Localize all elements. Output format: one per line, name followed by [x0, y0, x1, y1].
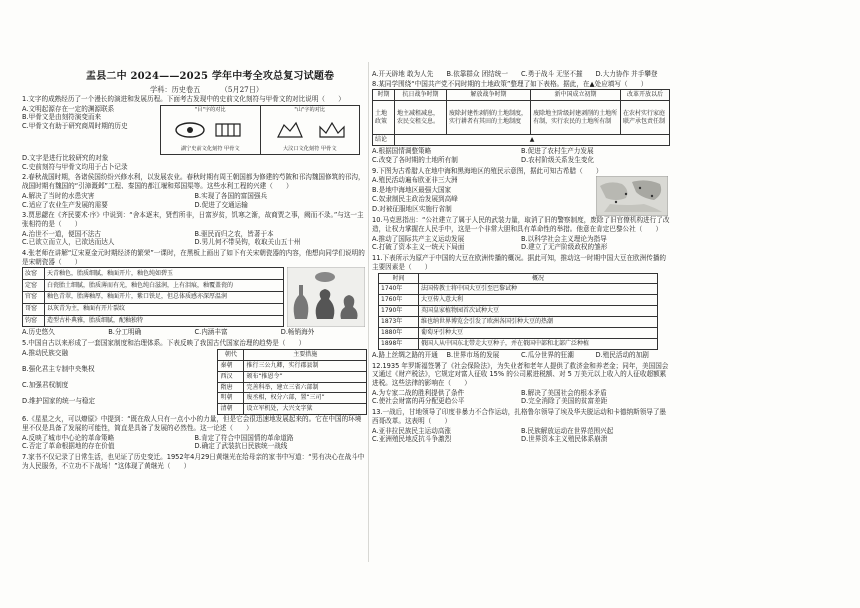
q1-option-c: C.甲骨文有助于研究商周时期的历史 — [22, 122, 128, 131]
q5-option-a: A.推动民族交融 — [22, 348, 69, 357]
measure-cell: 推行三公九卿，实行郡县制 — [244, 360, 367, 371]
table-row — [379, 295, 658, 306]
q13-option-d: D.世界资本主义殖民体系崩溃 — [521, 435, 608, 444]
question-4-stem: 4.张老师在讲解“辽宋夏金元时期经济的繁荣”一课时，在黑板上画出了如下有关宋朝瓷器的内容，他想向同学们说明的是宋朝瓷器（ ） — [22, 249, 365, 266]
q11-soybean-table — [378, 273, 658, 350]
kiln-desc: 造型古朴典雅，胎质细腻，配釉独特 — [45, 315, 284, 327]
q5-option-d: D.维护国家的统一与稳定 — [22, 397, 96, 406]
q8-option-c: C.改变了各时期的土地所有制 — [372, 155, 458, 164]
table-row — [23, 315, 284, 327]
table-header-row — [373, 90, 670, 101]
year-cell: 1880年 — [379, 328, 419, 339]
q11-option-a: A.路上丝绸之路的开通 — [372, 350, 438, 359]
q4-option-a: A.历史悠久 — [22, 328, 55, 337]
porcelain-vessels-image — [287, 267, 365, 327]
q2-option-b: B.实现了各国的富国强兵 — [194, 191, 268, 200]
q1-option-d: D.文字是进行比较研究的对象 — [22, 154, 109, 162]
q9-body — [372, 176, 670, 216]
table-row — [379, 317, 658, 328]
mountain-symbol-compare — [261, 106, 360, 154]
table-row — [379, 306, 658, 317]
q7-option-b: B.依靠群众 团结统一 — [446, 70, 508, 78]
eye-oracle-caption: 甲骨文 — [224, 146, 240, 153]
q1-option-a: A.文明起源存在一定的渊源联系 — [22, 104, 115, 113]
overview-cell: 维也纳世界博览会引发了欧洲各国引种大豆的热潮 — [419, 317, 658, 328]
q10-option-c: C.打破了资本主义一统天下局面 — [372, 243, 465, 252]
table-row — [218, 360, 367, 371]
q9-option-b: B.是地中海地区最强大国家 — [372, 185, 452, 194]
greek-colony-map-image — [596, 176, 668, 216]
policy-cell: 废除封建性剥削的土地制度，实行耕者有其田的土地制度 — [447, 101, 531, 135]
table-row — [373, 135, 670, 146]
q6-option-b: B.肯定了符合中国国情的革命道路 — [194, 433, 294, 442]
question-11-stem: 11.下表所示为原产于中国的大豆在欧洲传播的概况。据此可知，推动这一时期中国大豆在欧洲传播的主要因素是（ ） — [372, 254, 667, 271]
q1-option-b: B.甲骨文是由刻符演变而来 — [22, 113, 102, 122]
table-row — [379, 284, 658, 295]
page-fold-divider — [368, 62, 369, 562]
right-column — [372, 70, 670, 446]
mountain-prehistoric-caption: 大汶口文化刻符 — [282, 146, 320, 153]
measure-cell: 废丞相，权分六部，置“三司” — [244, 393, 367, 404]
q11-option-d: D.殖民活动的加剧 — [595, 350, 649, 359]
q9-option-a: A.殖民活动遍布欧亚非三大洲 — [372, 176, 458, 185]
table-row — [373, 101, 670, 135]
question-9-stem: 9.下图为古希腊人在地中海和黑海地区的殖民示意图，据此可知古希腊（ ） — [372, 166, 603, 175]
q13-option-c: C.亚洲殖民地反抗斗争激烈 — [372, 435, 452, 444]
q8-option-b: B.促进了农村生产力发展 — [521, 147, 594, 156]
overview-cell: 大豆传入意大利 — [419, 295, 658, 306]
table-header-row — [379, 273, 658, 284]
measure-cell: 设立军机处，大兴文字狱 — [244, 404, 367, 415]
col-header-dynasty: 朝代 — [218, 349, 244, 360]
q5-dynasty-table — [217, 349, 367, 415]
kiln-desc: 釉色青翠，胎薄釉厚，釉面开片，紫口铁足，但总体质感亦深厚温润 — [45, 292, 284, 304]
eye-symbol-icon — [170, 119, 250, 141]
q1-option-e: C.史前刻符与甲骨文均用于占卜记录 — [22, 162, 128, 171]
eye-compare-caption: "目"字的对比 — [194, 107, 226, 113]
row-label-land-policy: 土地政策 — [373, 101, 395, 135]
dynasty-cell: 隋唐 — [218, 382, 244, 393]
question-7-stem: 7.家书不仅记录了日常生活，也见证了历史变迁。1952年4月29日黄继光在给母亲的家书中写道：“男有决心在战斗中为人民服务，不立功不下战场！”这体现了黄继光（ ） — [22, 453, 365, 470]
q2-option-a: A.解决了当时的水患灾害 — [22, 191, 95, 200]
table-row — [23, 268, 284, 280]
question-5-stem: 5.中国自古以来形成了一套国家制度和治理体系。下表反映了我国古代国家治理的趋势是（ ） — [22, 339, 306, 348]
col-header-liberation: 解放战争时期 — [447, 90, 531, 101]
question-3-stem: 3.贾思勰在《齐民要术·序》中说到：“舍本逐末，贤哲所非，日富岁贫，饥寒之渐，故商贾之事，阙而不录。”与这一主张相符的是（ ） — [22, 211, 364, 228]
question-13-stem: 13.一战后，甘地领导了印度非暴力不合作运动，扎格鲁尔领导了埃及华夫脱运动和卡德纳斯领导了墨西哥改革。这表明（ ） — [372, 408, 667, 425]
left-column-continued — [22, 156, 367, 472]
q13-option-b: B.民族解放运动在世界范围兴起 — [521, 426, 614, 435]
q12-option-c: C.使社会财富的再分配更趋公平 — [372, 397, 465, 406]
question-8-stem: 8.某同学围绕“中国共产党不同时期的土地政策”整理了如下表格。据此，在▲处应填写（ ） — [372, 79, 648, 88]
q4-kiln-table — [22, 267, 284, 327]
q7-option-a: A.开天辟地 敢为人先 — [372, 70, 434, 78]
question-1-stem: 1.文字的成熟经历了一个漫长的演进和发展历程。下面考古发现中的史前文化刻符与甲骨文的对比说明（ ） — [22, 95, 345, 103]
mountain-oracle-caption: 甲骨文 — [320, 146, 337, 153]
kiln-desc: 天青釉色，胎质细腻，釉面开片，釉色纯如碧玉 — [45, 268, 284, 280]
mountain-compare-caption: "山"字的对比 — [294, 107, 326, 113]
year-cell: 1898年 — [379, 338, 419, 349]
kiln-name: 定窑 — [23, 280, 45, 292]
table-row — [23, 280, 284, 292]
mountain-compare-sub — [283, 146, 337, 153]
measure-cell: 颁布“推恩令” — [244, 371, 367, 382]
q5-body — [22, 349, 367, 415]
overview-cell: 葡萄牙引种大豆 — [419, 328, 658, 339]
col-header-anti-japanese: 抗日战争时期 — [395, 90, 447, 101]
table-row — [23, 303, 284, 315]
q11-option-b: B.世界市场的发展 — [446, 350, 500, 359]
q5-option-c: C.加强君权制度 — [22, 381, 69, 390]
q12-option-a: A.为专家二战的胜利提供了条件 — [372, 388, 465, 397]
q6-option-a: A.反映了城市中心论的革命策略 — [22, 433, 115, 442]
q7-option-c: C.勇于战斗 无坚不摧 — [521, 70, 583, 78]
table-row — [379, 328, 658, 339]
q12-option-b: B.解决了美国社会的根本矛盾 — [521, 388, 607, 397]
q12-option-d: D.完全消除了美国的贫富差距 — [521, 397, 608, 406]
dynasty-cell: 明朝 — [218, 393, 244, 404]
q4-figure — [22, 267, 367, 327]
q3-option-d: D.男儿何不带吴钩，收取关山五十州 — [194, 238, 301, 247]
policy-cell: 废除地主阶级封建剥削的土地所有制，实行农民的土地所有制 — [531, 101, 621, 135]
q8-option-a: A.根据国情调整策略 — [372, 147, 432, 156]
kiln-name: 汝窑 — [23, 268, 45, 280]
col-header-reform: 改革开放以后 — [621, 90, 670, 101]
col-header-overview: 概况 — [419, 273, 658, 284]
dynasty-cell: 秦朝 — [218, 360, 244, 371]
kiln-name: 钧窑 — [23, 315, 45, 327]
table-row — [218, 404, 367, 415]
kiln-name: 哥窑 — [23, 303, 45, 315]
q4-option-d: D.畅销海外 — [280, 328, 315, 337]
kiln-desc: 白瓷胎土细腻，胎质薄而有光，釉色纯白滋润，上有泪痕，釉覆盖瓷的 — [45, 280, 284, 292]
measure-cell: 完善科举，建立三省六部制 — [244, 382, 367, 393]
q13-option-a: A.亚非拉民族民主运动高涨 — [372, 426, 452, 435]
q6-option-d: D.确定了武装抗日民族统一战线 — [194, 442, 288, 451]
q2-option-d: D.促进了交通运输 — [194, 200, 248, 209]
q11-option-c: C.瓜分世界的狂潮 — [521, 350, 574, 359]
col-header-period: 时期 — [373, 90, 395, 101]
overview-cell: 法国传教士将中国大豆引至巴黎试种 — [419, 284, 658, 295]
q6-option-c: C.否定了革命根据地的存在价值 — [22, 442, 115, 451]
table-row — [218, 393, 367, 404]
conclusion-blank-triangle: ▲ — [395, 135, 670, 146]
table-row — [218, 371, 367, 382]
question-2-stem: 2.春秋战国时期，各诸侯国纷纷兴修水利，以发展农业。春秋时期有周王朝国都为修建的芍陂和邗沟魏国修筑的邗沟，战国时期有魏国的“引漳溉邺”工程、秦国的都江堰和郑国渠等。这些水利工程的兴建（ ） — [22, 173, 365, 191]
q8-land-policy-table — [372, 89, 670, 146]
q10-option-a: A.推动了国际共产主义运动发展 — [372, 234, 465, 243]
date-label: （5月27日） — [220, 85, 264, 94]
dynasty-cell: 西汉 — [218, 371, 244, 382]
q10-option-b: B.以科学社会主义理论为指导 — [521, 234, 607, 243]
subject-label: 学科：历史卷五 — [150, 85, 201, 94]
policy-cell: 在农村实行家庭联产承包责任制 — [621, 101, 670, 135]
question-10-stem: 10.马克思指出：“公社建立了属于人民的武装力量，取消了旧的警察制度，废除了旧官僚机构进行了改造，让权力掌握在人民手中，这是一个非常大胆和具有革命性的举措。他意在肯定巴黎公社（ ） — [372, 216, 670, 234]
question-12-stem: 12.1935 年罗斯福签署了《社会保险法》，为失业者和老年人提供了救济金和养老金；同年，美国国会又通过《财产税法》，它规定对富人征收 15% 的公司累进税额、对 5 万美元以上收入的人征收超额累进税。这些法律的影响在（ ） — [372, 361, 669, 387]
overview-cell: 俄国人从中国东北带走大豆种子，并在俄国中部和北部广泛种植 — [419, 338, 658, 349]
q9-option-d: D.对被征服地区实施行省制 — [372, 204, 452, 213]
q9-option-c: C.奴隶制民主政治发展到高峰 — [372, 195, 458, 204]
page-title: 盂县二中 2024——2025 学年中考全攻总复习试题卷 — [86, 71, 335, 82]
table-row — [218, 382, 367, 393]
q2-option-c: C.适应了农业生产发展的需要 — [22, 200, 108, 209]
q5-option-b: B.强化君主专制中央集权 — [22, 364, 95, 373]
year-cell: 1760年 — [379, 295, 419, 306]
page-subtitle — [150, 85, 281, 95]
kiln-desc: 以灰青为主，釉面有开片裂纹 — [45, 303, 284, 315]
mountain-symbol-icon — [270, 119, 350, 141]
kiln-name: 官窑 — [23, 292, 45, 304]
table-row — [23, 292, 284, 304]
year-cell: 1873年 — [379, 317, 419, 328]
policy-cell: 地主减租减息，农民交租交息。 — [395, 101, 447, 135]
col-header-time: 时间 — [379, 273, 419, 284]
year-cell: 1790年 — [379, 306, 419, 317]
eye-prehistoric-caption: 湖宁史前文化刻符 — [180, 146, 223, 153]
row-label-conclusion: 结论 — [373, 135, 395, 146]
q8-option-d: D.农村阶级关系发生变化 — [521, 155, 595, 164]
eye-symbol-compare — [161, 106, 261, 154]
q3-option-b: B.驱民而归之农，皆著于本 — [194, 229, 274, 238]
col-header-measures: 主要措施 — [244, 349, 367, 360]
question-6-stem: 6.《星星之火，可以燎原》中提到：“既在敌人只有一点小小的力量，但是它会很迅速地发展起来的。它在中国的环境里不仅是具备了发展的可能性，简直是具备了发展的必然性。这一论述（ ） — [22, 415, 362, 432]
table-header-row — [218, 349, 367, 360]
col-header-new-china: 新中国成立初期 — [531, 90, 621, 101]
year-cell: 1740年 — [379, 284, 419, 295]
eye-compare-sub — [181, 146, 240, 153]
q4-option-c: C.内涵丰富 — [194, 328, 228, 337]
overview-cell: 英国皇家植物园首次试种大豆 — [419, 306, 658, 317]
q3-option-a: A.治世不一道，便国不法古 — [22, 229, 102, 238]
q7-option-d: D.大力协作 并手攀登 — [595, 70, 658, 78]
dynasty-cell: 清朝 — [218, 404, 244, 415]
q1-symbol-figure — [160, 105, 360, 155]
q10-option-d: D.建立了无产阶级政权的雏形 — [521, 243, 608, 252]
q4-option-b: B.分工明确 — [108, 328, 142, 337]
table-row — [379, 338, 658, 349]
q3-option-c: C.已欲立而立人，已欲达而达人 — [22, 238, 115, 247]
